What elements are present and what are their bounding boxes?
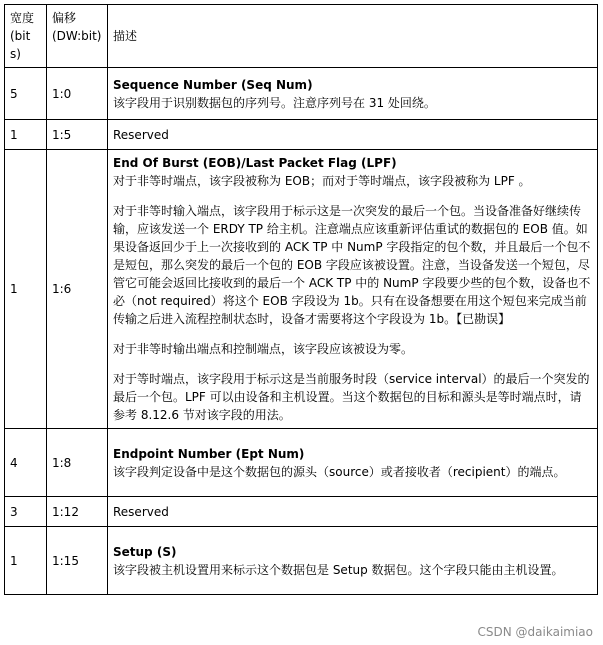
cell-width: 3 xyxy=(5,497,47,527)
field-title: Setup (S) xyxy=(113,544,177,559)
field-text: Reserved xyxy=(113,127,169,142)
table-row xyxy=(5,68,598,120)
cell-description xyxy=(108,68,598,120)
field-text: Reserved xyxy=(113,504,169,519)
cell-offset: 1:0 xyxy=(47,68,108,120)
header-row xyxy=(5,5,598,68)
field-text: 该字段判定设备中是这个数据包的源头（source）或者接收者（recipient）的端点。 xyxy=(113,464,566,479)
cell-width: 1 xyxy=(5,150,47,429)
table-row xyxy=(5,527,598,595)
table-row xyxy=(5,150,598,429)
field-title: End Of Burst (EOB)/Last Packet Flag (LPF) xyxy=(113,156,397,170)
table-row xyxy=(5,429,598,497)
field-title: Endpoint Number (Ept Num) xyxy=(113,446,305,461)
header-description: 描述 xyxy=(108,5,598,68)
cell-description xyxy=(108,429,598,497)
cell-offset: 1:15 xyxy=(47,527,108,595)
watermark: CSDN @daikaimiao xyxy=(477,625,593,639)
cell-offset: 1:6 xyxy=(47,150,108,429)
cell-width: 1 xyxy=(5,120,47,150)
field-text: 对于非等时输出端点和控制端点，该字段应该被设为零。 xyxy=(113,342,414,356)
field-text: 对于非等时端点，该字段被称为 EOB；而对于等时端点，该字段被称为 LPF 。 xyxy=(113,174,531,188)
field-text: 该字段被主机设置用来标示这个数据包是 Setup 数据包。这个字段只能由主机设置。 xyxy=(113,562,564,577)
cell-width: 1 xyxy=(5,527,47,595)
field-title: Sequence Number (Seq Num) xyxy=(113,77,313,92)
header-width: 宽度 (bits) xyxy=(5,5,47,68)
cell-offset: 1:5 xyxy=(47,120,108,150)
cell-description xyxy=(108,527,598,595)
header-offset: 偏移 (DW:bit) xyxy=(47,5,108,68)
cell-description xyxy=(108,497,598,527)
cell-description xyxy=(108,150,598,429)
cell-width: 5 xyxy=(5,68,47,120)
cell-description xyxy=(108,120,598,150)
cell-width: 4 xyxy=(5,429,47,497)
field-spec-table xyxy=(4,4,598,595)
table-row xyxy=(5,120,598,150)
field-text: 对于等时端点，该字段用于标示这是当前服务时段（service interval）的最后一个突发的最后一个包。LPF 可以由设备和主机设置。当这个数据包的目标和源头是等时端点时，请参考 8.12.6 节对该字段的用法。 xyxy=(113,372,590,422)
field-text: 该字段用于识别数据包的序列号。注意序列号在 31 处回绕。 xyxy=(113,95,436,110)
cell-offset: 1:12 xyxy=(47,497,108,527)
table-row xyxy=(5,497,598,527)
cell-offset: 1:8 xyxy=(47,429,108,497)
field-text: 对于非等时输入端点，该字段用于标示这是一次突发的最后一个包。当设备准备好继续传输，应该发送一个 ERDY TP 给主机。注意端点应该重新评估重试的数据包的 EOB 值。如果设备返回少于上一次接收到的 ACK TP 中 NumP 字段指定的包个数，并且最后一个包不是短包，那么突发的最后一个包的 EOB 字段应该被设置。注意，当设备发送一个短包，尽管它可能会返回比接收到的最后一个 ACK TP 中的 NumP 字段要少些的包个数，设备也不必（not required）将这个 EOB 字段设为 1b。只有在设备想要在用这个短包来完成当前传输之后进入流程控制状态时，设备才需要将这个字段设为 1b。【已勘误】 xyxy=(113,204,591,326)
